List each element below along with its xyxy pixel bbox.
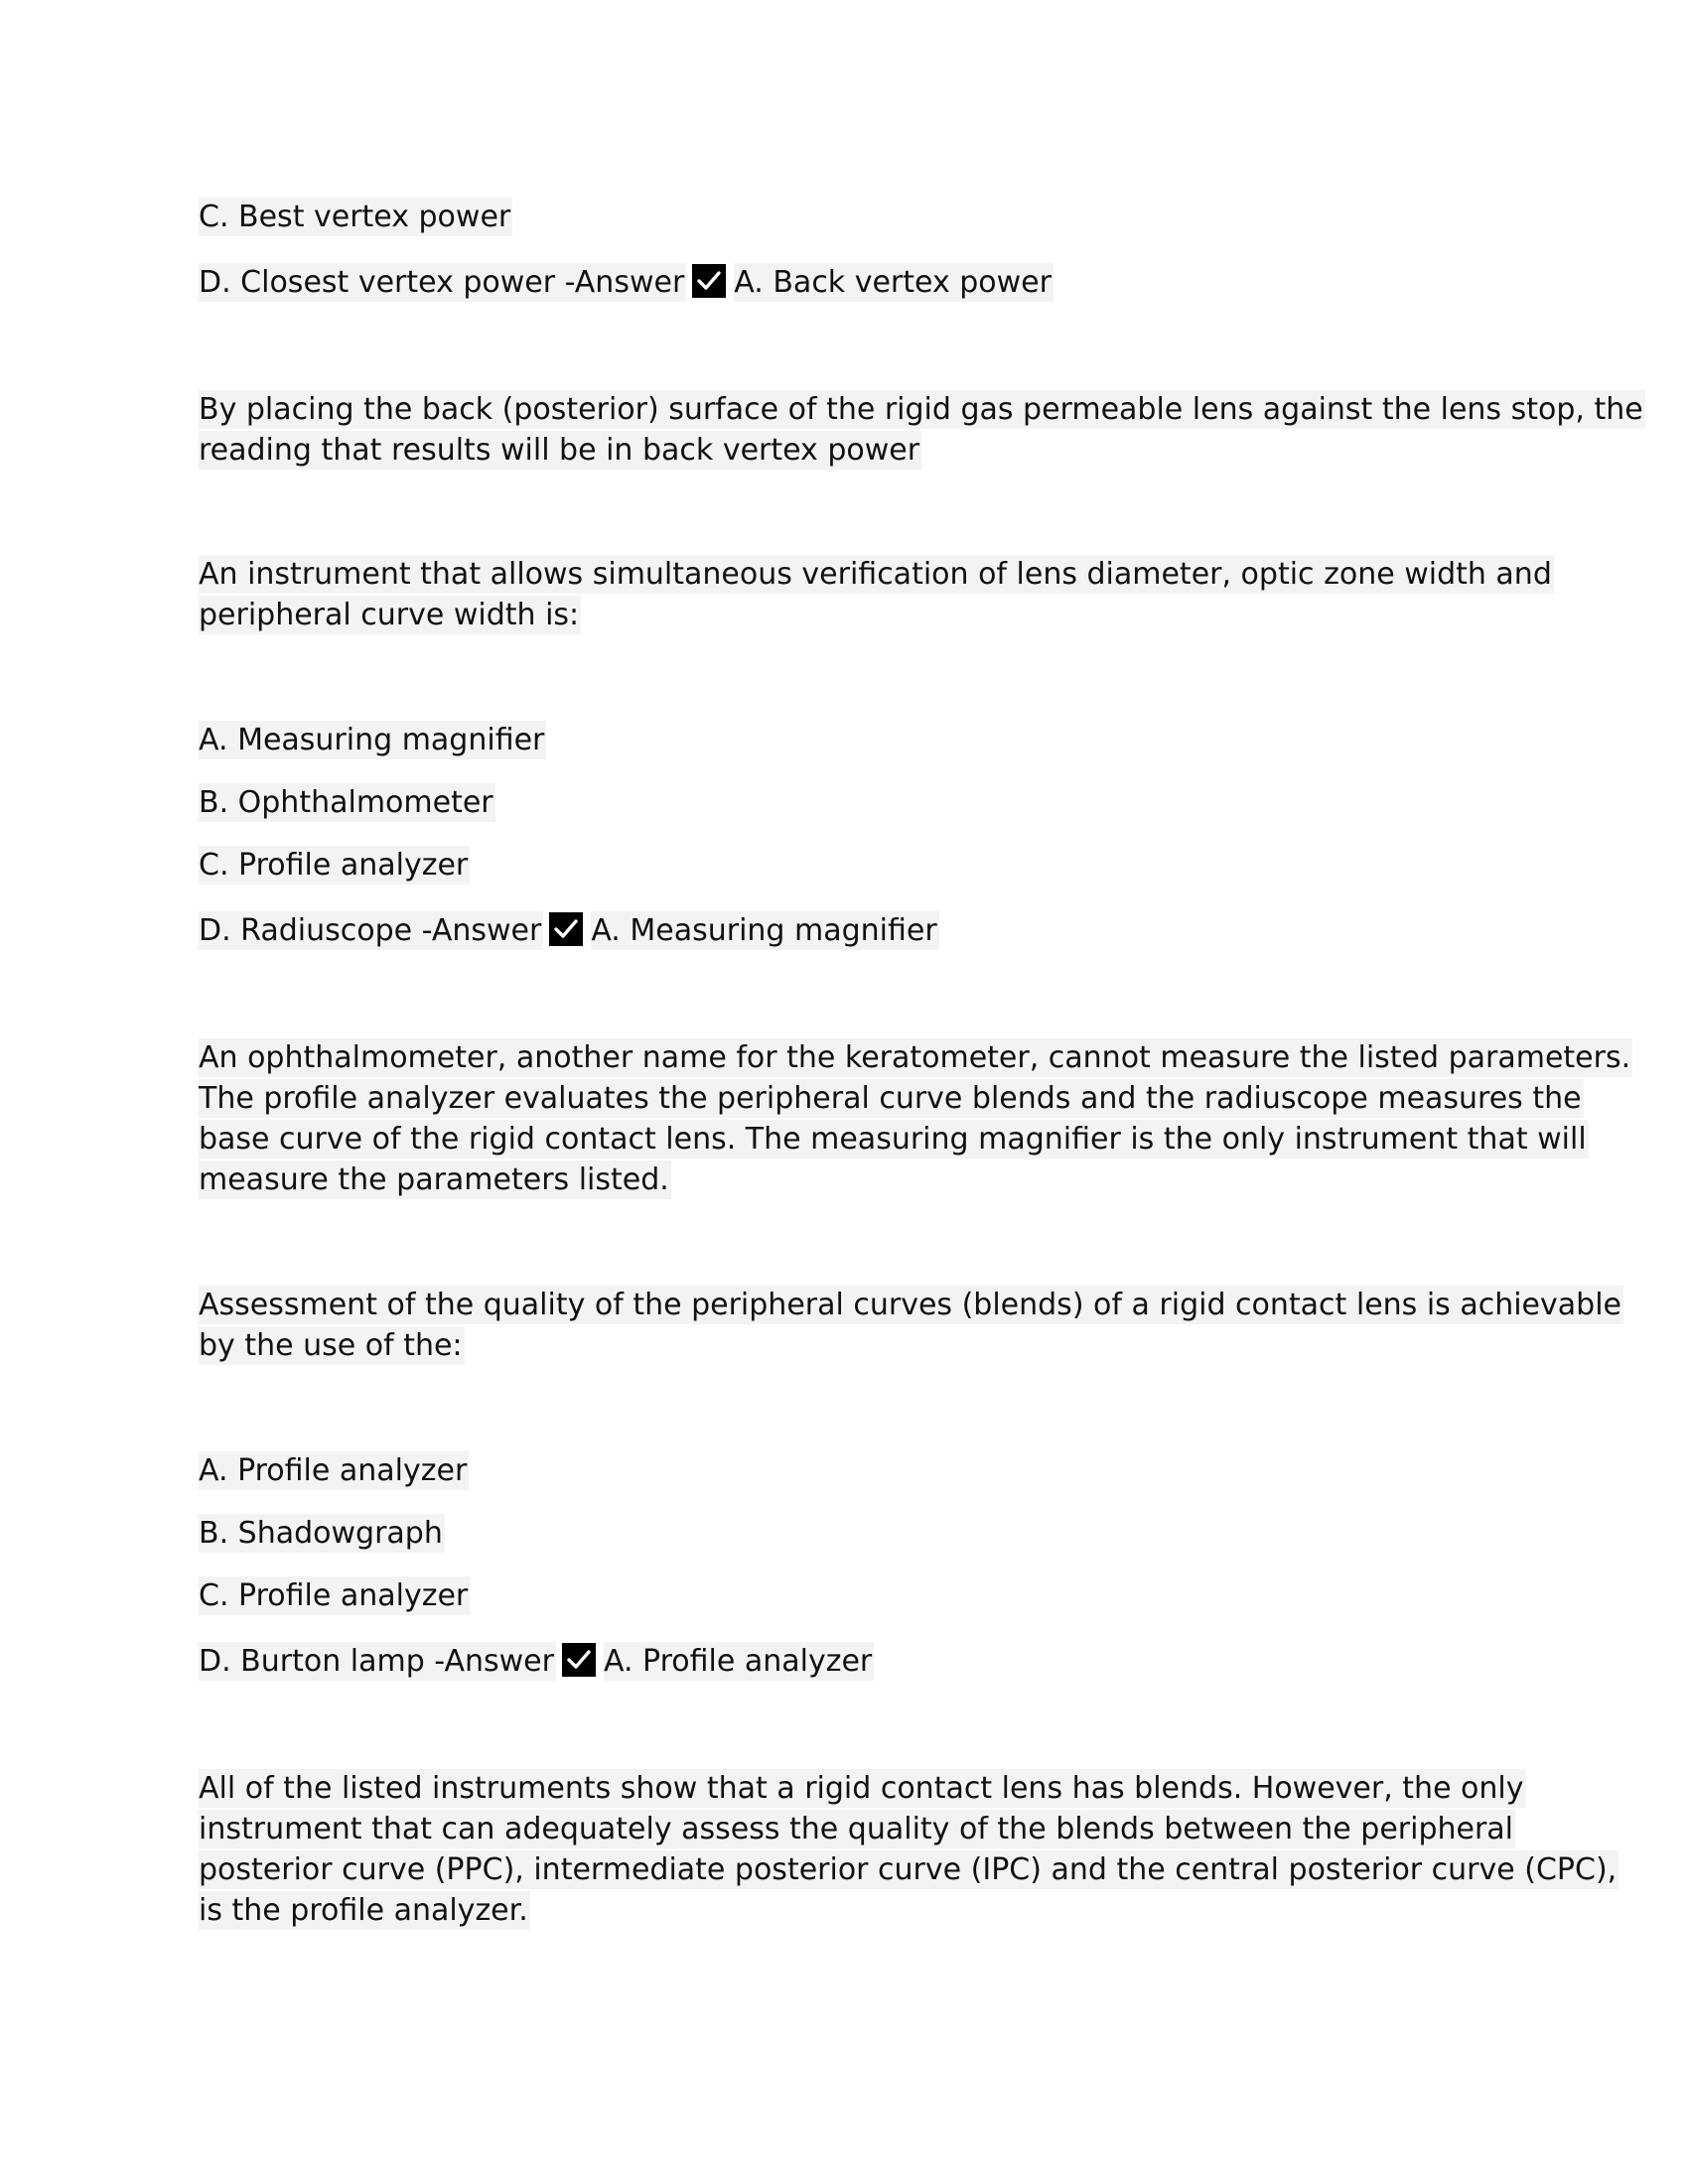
q2-option-a: A. Measuring magnifier xyxy=(199,723,545,757)
q3-option-a: A. Profile analyzer xyxy=(199,1453,468,1488)
q3-explanation-line-2: instrument that can adequately assess the quality of the blends between the peripheral xyxy=(199,1812,1514,1846)
check-mark-icon xyxy=(562,1643,596,1677)
q1-explanation-line-2: reading that results will be in back vertex power xyxy=(199,433,920,468)
check-mark-icon xyxy=(692,264,726,298)
check-mark-icon xyxy=(549,912,583,946)
q1-option-c: C. Best vertex power xyxy=(199,200,511,234)
q2-option-b: B. Ophthalmometer xyxy=(199,785,493,820)
q3-explanation-line-4: is the profile analyzer. xyxy=(199,1893,528,1928)
q2-explanation-line-1: An ophthalmometer, another name for the keratometer, cannot measure the listed parameters. xyxy=(199,1040,1631,1075)
q3-question-line-1: Assessment of the quality of the peripheral curves (blends) of a rigid contact lens is achievable xyxy=(199,1288,1621,1322)
q2-explanation-line-2: The profile analyzer evaluates the peripheral curve blends and the radiuscope measures the xyxy=(199,1081,1582,1116)
q3-option-d-answer: D. Burton lamp -Answer A. Profile analyzer xyxy=(199,1644,873,1679)
q3-question-line-2: by the use of the: xyxy=(199,1328,463,1363)
q3-explanation-line-1: All of the listed instruments show that a rigid contact lens has blends. However, the only xyxy=(199,1771,1524,1806)
q2-question-line-2: peripheral curve width is: xyxy=(199,598,580,632)
q3-explanation-line-3: posterior curve (PPC), intermediate posterior curve (IPC) and the central posterior curve (CPC), xyxy=(199,1852,1618,1887)
q2-explanation-line-4: measure the parameters listed. xyxy=(199,1162,669,1197)
q2-explanation-line-3: base curve of the rigid contact lens. The measuring magnifier is the only instrument that will xyxy=(199,1122,1587,1157)
q2-option-d-answer: D. Radiuscope -Answer A. Measuring magnifier xyxy=(199,913,937,948)
q1-explanation-line-1: By placing the back (posterior) surface of the rigid gas permeable lens against the lens stop, the xyxy=(199,392,1643,427)
q1-option-d-answer: D. Closest vertex power -Answer A. Back vertex power xyxy=(199,265,1052,300)
q3-option-c: C. Profile analyzer xyxy=(199,1578,469,1613)
q2-question-line-1: An instrument that allows simultaneous verification of lens diameter, optic zone width and xyxy=(199,557,1552,592)
q3-option-b: B. Shadowgraph xyxy=(199,1516,443,1551)
q2-option-c: C. Profile analyzer xyxy=(199,848,469,883)
